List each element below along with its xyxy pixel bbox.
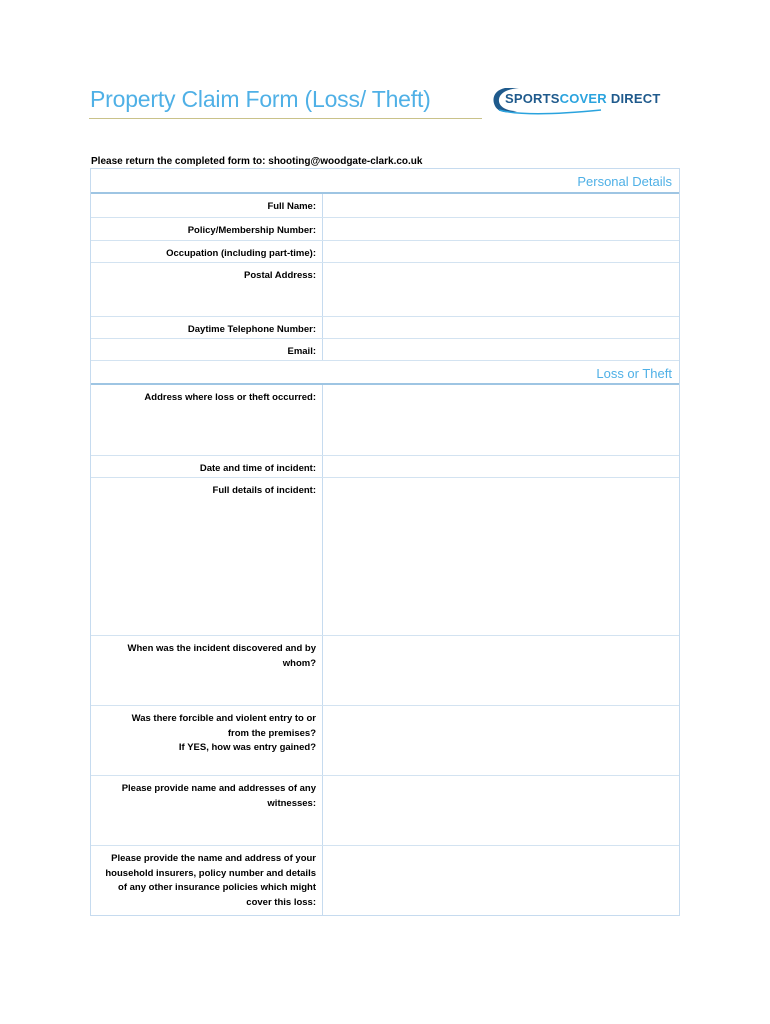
field-row-email bbox=[91, 338, 679, 360]
witnesses-field[interactable] bbox=[323, 776, 679, 845]
telephone-field[interactable] bbox=[323, 317, 679, 338]
logo-word-direct: DIRECT bbox=[610, 91, 661, 106]
email-field[interactable] bbox=[323, 339, 679, 360]
field-label: Was there forcible and violent entry to or from the premises? If YES, how was entry gained? bbox=[91, 706, 323, 775]
field-label: Date and time of incident: bbox=[91, 456, 323, 477]
field-label: Postal Address: bbox=[91, 263, 323, 316]
field-label: Email: bbox=[91, 339, 323, 360]
field-label: Daytime Telephone Number: bbox=[91, 317, 323, 338]
field-row-incident-details bbox=[91, 477, 679, 635]
field-row-full-name bbox=[91, 194, 679, 217]
field-row-forcible-entry bbox=[91, 705, 679, 775]
incident-details-field[interactable] bbox=[323, 478, 679, 635]
field-row-incident-date bbox=[91, 455, 679, 477]
loss-address-field[interactable] bbox=[323, 385, 679, 455]
forcible-entry-field[interactable] bbox=[323, 706, 679, 775]
field-label: Address where loss or theft occurred: bbox=[91, 385, 323, 455]
title-underline bbox=[89, 118, 482, 119]
field-row-witnesses bbox=[91, 775, 679, 845]
discovered-by-field[interactable] bbox=[323, 636, 679, 705]
field-label: Please provide the name and address of your household insurers, policy number and details of any other insurance policies which might cover this loss: bbox=[91, 846, 323, 915]
policy-number-field[interactable] bbox=[323, 218, 679, 240]
section-heading-personal: Personal Details bbox=[91, 169, 679, 194]
incident-date-field[interactable] bbox=[323, 456, 679, 477]
field-label: Occupation (including part-time): bbox=[91, 241, 323, 262]
occupation-field[interactable] bbox=[323, 241, 679, 262]
form-title: Property Claim Form (Loss/ Theft) bbox=[90, 86, 431, 112]
other-insurers-field[interactable] bbox=[323, 846, 679, 915]
logo-wordmark bbox=[505, 91, 660, 106]
logo-word-sports: SPORTS bbox=[505, 91, 560, 106]
field-label: Please provide name and addresses of any witnesses: bbox=[91, 776, 323, 845]
section-heading-loss: Loss or Theft bbox=[91, 360, 679, 385]
field-row-telephone bbox=[91, 316, 679, 338]
postal-address-field[interactable] bbox=[323, 263, 679, 316]
claim-form bbox=[90, 168, 680, 916]
return-instructions: Please return the completed form to: shooting@woodgate-clark.co.uk bbox=[91, 156, 423, 167]
full-name-field[interactable] bbox=[323, 194, 679, 217]
field-row-discovered-by bbox=[91, 635, 679, 705]
field-row-occupation bbox=[91, 240, 679, 262]
field-row-policy-number bbox=[91, 217, 679, 240]
field-label: Policy/Membership Number: bbox=[91, 218, 323, 240]
field-label: Full details of incident: bbox=[91, 478, 323, 635]
field-row-other-insurers bbox=[91, 845, 679, 915]
field-label: When was the incident discovered and by whom? bbox=[91, 636, 323, 705]
field-row-loss-address bbox=[91, 385, 679, 455]
sportscover-logo bbox=[491, 84, 683, 116]
logo-word-cover: COVER bbox=[559, 91, 607, 106]
field-label: Full Name: bbox=[91, 194, 323, 217]
field-row-postal-address bbox=[91, 262, 679, 316]
